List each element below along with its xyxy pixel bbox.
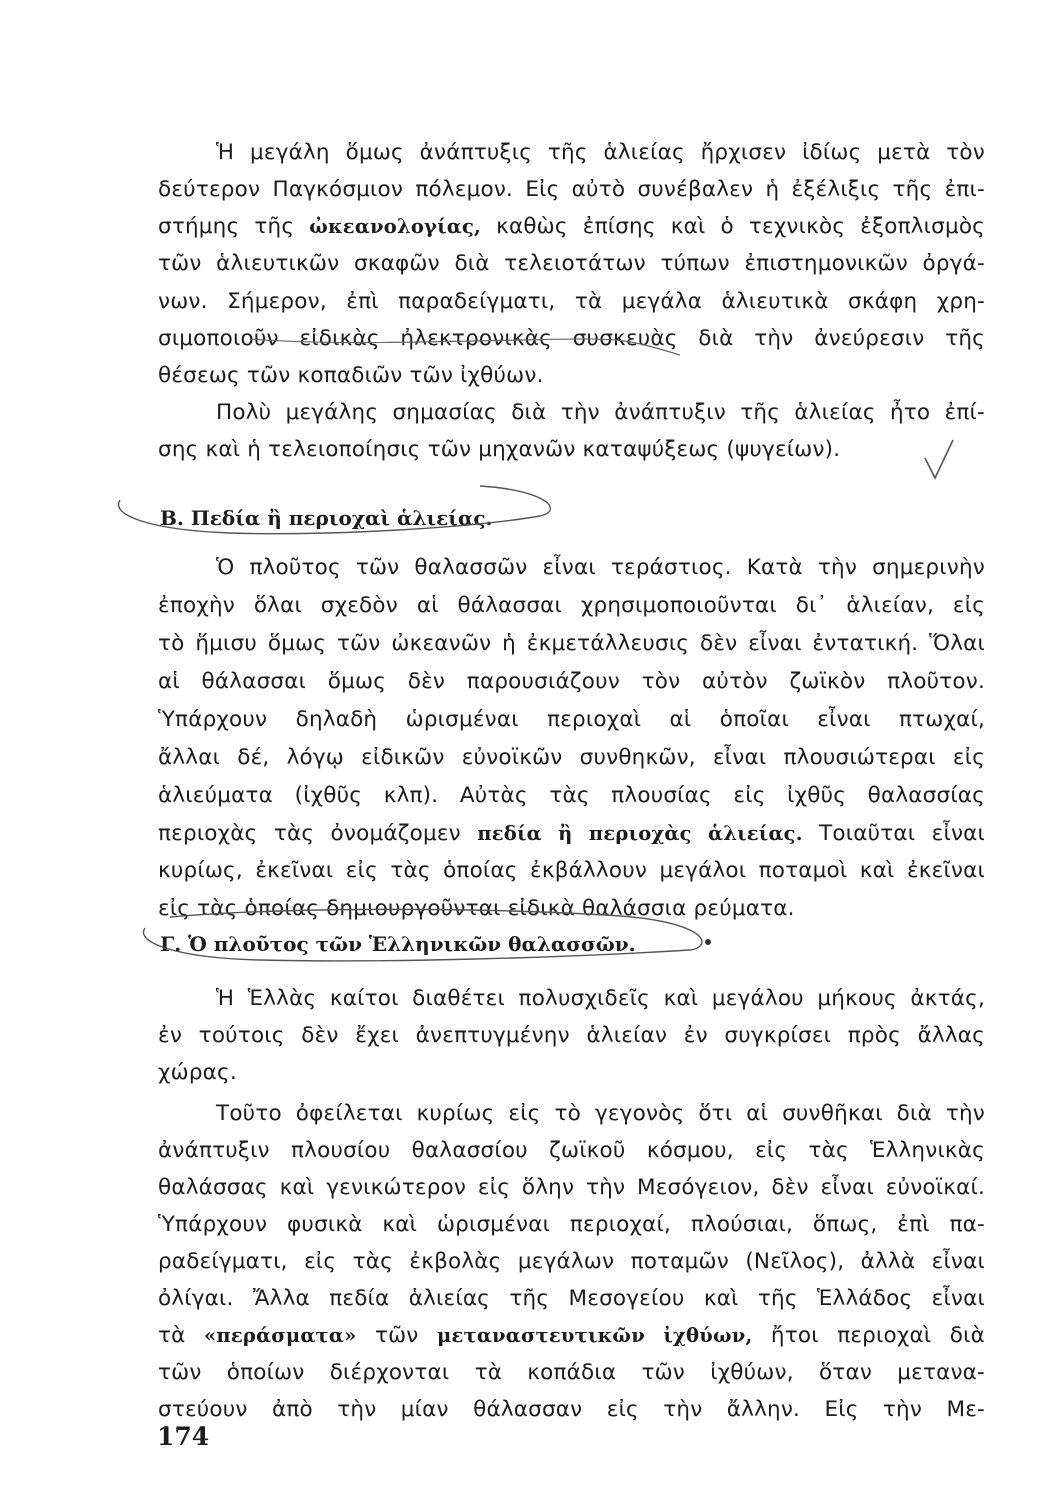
term-passages: «περάσματα» xyxy=(204,1324,357,1347)
text-line: θέσεως τῶν κοπαδιῶν τῶν ἰχθύων. xyxy=(158,363,544,388)
text-line: ἄλλαι δέ, λόγῳ εἰδικῶν εὐνοϊκῶν συνθηκῶν, εἶναι πλουσιώτεραι εἰς xyxy=(158,745,985,770)
page-number: 174 xyxy=(157,1422,210,1451)
text-line: ραδείγματι, εἰς τὰς ἐκβολὰς μεγάλων ποταμῶν (Νεῖλος), ἀλλὰ εἶναι xyxy=(158,1249,985,1274)
text-line: σιμοποιοῦν εἰδικὰς ἠλεκτρονικὰς συσκευὰς διὰ τὴν ἀνεύρεσιν τῆς xyxy=(158,326,985,351)
term-oceanography: ὠκεανολογίας, xyxy=(309,215,482,238)
text-line: τῶν ἁλιευτικῶν σκαφῶν διὰ τελειοτάτων τύπων ἐπιστημονικῶν ὀργά- xyxy=(158,251,985,276)
text-line: Ὑπάρχουν φυσικὰ καὶ ὡρισμέναι περιοχαί, πλούσιαι, ὅπως, ἐπὶ πα- xyxy=(158,1212,985,1237)
text-fragment: καθὼς ἐπίσης καὶ ὁ τεχνικὸς ἐξοπλισμὸς xyxy=(481,214,985,239)
text-fragment: Τοιαῦται εἶναι xyxy=(802,821,985,846)
text-line: ἁλιεύματα (ἰχθῦς κλπ). Αὐτὰς τὰς πλουσίας εἰς ἰχθῦς θαλασσίας xyxy=(158,783,985,808)
check-mark-icon xyxy=(925,440,953,478)
text-line: αἱ θάλασσαι ὅμως δὲν παρουσιάζουν τὸν αὐτὸν ζωϊκὸν πλοῦτον. xyxy=(158,669,985,694)
heading-b-oval xyxy=(118,486,550,534)
text-line: τῶν ὁποίων διέρχονται τὰ κοπάδια τῶν ἰχθύων, ὅταν μετανα- xyxy=(158,1360,985,1385)
text-line: ἀνάπτυξιν πλουσίου θαλασσίου ζωϊκοῦ κόσμου, εἰς τὰς Ἑλληνικὰς xyxy=(158,1138,985,1163)
text-line: χώρας. xyxy=(158,1060,237,1085)
text-line: Τοῦτο ὀφείλεται κυρίως εἰς τὸ γεγονὸς ὅτι αἱ συνθῆκαι διὰ τὴν xyxy=(216,1101,985,1126)
text-line: σης καὶ ἡ τελειοποίησις τῶν μηχανῶν καταψύξεως (ψυγείων). xyxy=(158,437,841,462)
text-line: στεύουν ἀπὸ τὴν μίαν θάλασσαν εἰς τὴν ἄλλην. Εἰς τὴν Με- xyxy=(158,1397,985,1422)
text-line: ὀλίγαι. Ἄλλα πεδία ἁλιείας τῆς Μεσογείου καὶ τῆς Ἑλλάδος εἶναι xyxy=(158,1286,985,1311)
text-fragment: τῶν xyxy=(356,1323,437,1348)
term-migratory-fish: μεταναστευτικῶν ἰχθύων, xyxy=(436,1324,753,1347)
text-line: Πολὺ μεγάλης σημασίας διὰ τὴν ἀνάπτυξιν τῆς ἁλιείας ἦτο ἐπί- xyxy=(216,400,985,425)
text-line: εἰς τὰς ὁποίας δημιουργοῦνται εἰδικὰ θαλάσσια ρεύματα. xyxy=(158,896,795,921)
text-line: Ἡ Ἑλλὰς καίτοι διαθέτει πολυσχιδεῖς καὶ μεγάλου μήκους ἀκτάς, xyxy=(216,986,985,1011)
text-line: ἐποχὴν ὅλαι σχεδὸν αἱ θάλασσαι χρησιμοποιοῦνται δι᾽ ἁλιείαν, εἰς xyxy=(158,593,985,618)
text-line: κυρίως, ἐκεῖναι εἰς τὰς ὁποίας ἐκβάλλουν μεγάλοι ποταμοὶ καὶ ἐκεῖναι xyxy=(158,858,985,883)
pencil-underline xyxy=(250,339,680,355)
section-heading-g: Γ. Ὁ πλοῦτος τῶν Ἑλληνικῶν θαλασσῶν. xyxy=(160,932,636,956)
text-line: θαλάσσας καὶ γενικώτερον εἰς ὅλην τὴν Μεσόγειον, δὲν εἶναι εὐνοϊκαί. xyxy=(158,1175,985,1200)
term-fishing-fields: πεδία ἢ περιοχὰς ἁλιείας. xyxy=(477,822,803,845)
text-fragment: τὰ xyxy=(158,1323,204,1348)
heading-g-oval xyxy=(143,909,701,961)
text-line: ἐν τούτοις δὲν ἔχει ἀνεπτυγμένην ἁλιείαν ἐν συγκρίσει πρὸς ἄλλας xyxy=(158,1023,985,1048)
text-fragment: στήμης τῆς xyxy=(158,214,310,239)
pencil-dot xyxy=(705,939,711,945)
text-line: τὸ ἥμισυ ὅμως τῶν ὠκεανῶν ἡ ἐκμετάλλευσις δὲν εἶναι ἐντατική. Ὅλαι xyxy=(158,631,985,656)
text-fragment: ἤτοι περιοχαὶ διὰ xyxy=(752,1323,985,1348)
text-line: Ἡ μεγάλη ὅμως ἀνάπτυξις τῆς ἁλιείας ἤρχισεν ἰδίως μετὰ τὸν xyxy=(216,140,985,165)
section-heading-b: Β. Πεδία ἢ περιοχαὶ ἁλιείας. xyxy=(160,506,493,530)
text-line: Ὑπάρχουν δηλαδὴ ὡρισμέναι περιοχαὶ αἱ ὁποῖαι εἶναι πτωχαί, xyxy=(158,707,985,732)
text-line: νων. Σήμερον, ἐπὶ παραδείγματι, τὰ μεγάλα ἁλιευτικὰ σκάφη χρη- xyxy=(158,289,985,314)
text-fragment: περιοχὰς τὰς ὀνομάζομεν xyxy=(158,821,478,846)
text-line: Ὁ πλοῦτος τῶν θαλασσῶν εἶναι τεράστιος. Κατὰ τὴν σημερινὴν xyxy=(216,555,985,580)
text-line: δεύτερον Παγκόσμιον πόλεμον. Εἰς αὐτὸ συνέβαλεν ἡ ἐξέλιξις τῆς ἐπι- xyxy=(158,177,985,202)
